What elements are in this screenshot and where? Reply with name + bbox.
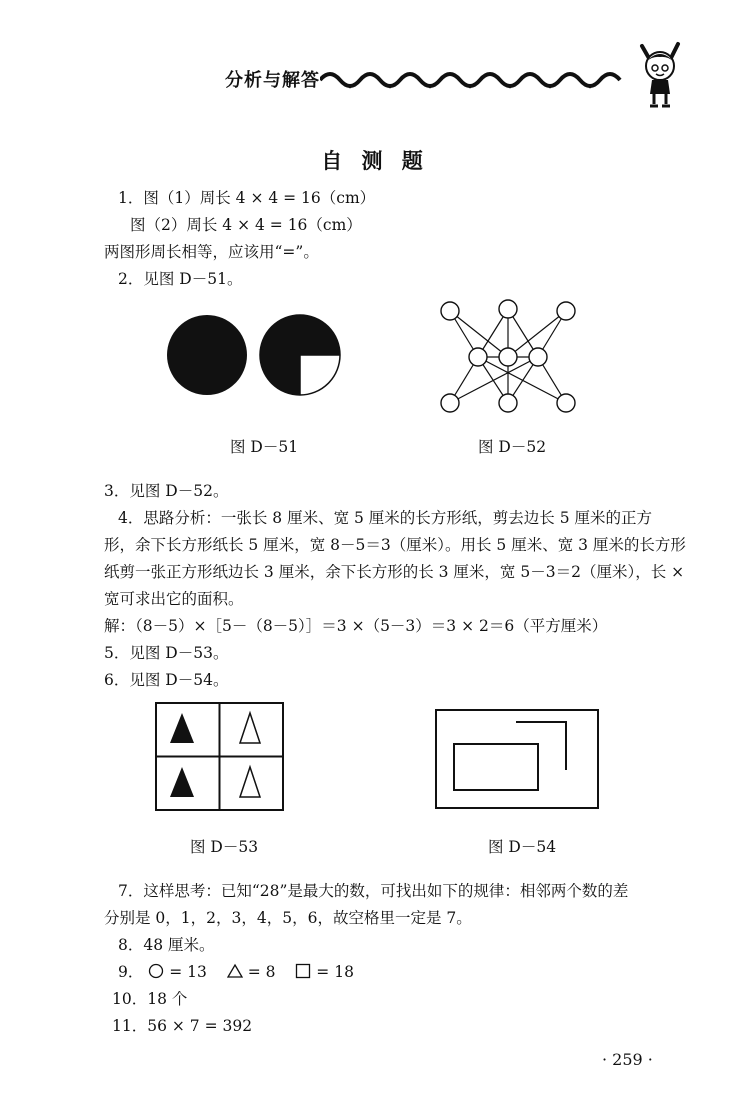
figure-d51: [165, 313, 345, 397]
answer-7-line-2: 分别是 0，1，2，3，4，5，6，故空格里一定是 7。: [104, 909, 472, 927]
caption-d53: 图 D－53: [190, 838, 259, 856]
answer-4-line-3: 纸剪一张正方形纸边长 3 厘米，余下长方形的长 3 厘米，宽 5－3＝2（厘米），长 ×: [104, 563, 685, 581]
outline-triangle-icon: [240, 767, 260, 797]
filled-triangle-icon: [170, 767, 194, 797]
caption-d51: 图 D－51: [230, 438, 299, 456]
page-number: · 259 ·: [602, 1050, 653, 1069]
answer-4-line-1: 4．思路分析：一张长 8 厘米、宽 5 厘米的长方形纸，剪去边长 5 厘米的正方: [118, 509, 653, 527]
answer-1-line-3: 两图形周长相等，应该用“=”。: [104, 243, 319, 261]
figure-d52: [430, 295, 590, 420]
wavy-decoration: [320, 62, 630, 92]
answer-1-line-2: 图（2）周长 4 × 4 = 16（cm）: [130, 216, 362, 234]
circle-value: = 13: [169, 963, 207, 981]
figure-d54: [434, 708, 602, 812]
answer-9-prefix: 9．: [118, 963, 144, 981]
filled-triangle-icon: [170, 713, 194, 743]
page-title: 自 测 题: [321, 149, 429, 173]
answer-10: 10．18 个: [112, 990, 188, 1008]
square-icon: [295, 963, 311, 979]
answer-7-line-1: 7．这样思考：已知“28”是最大的数，可找出如下的规律：相邻两个数的差: [118, 882, 629, 900]
square-value: = 18: [316, 963, 354, 981]
answer-11: 11．56 × 7 = 392: [112, 1017, 253, 1035]
answer-4-line-2: 形，余下长方形纸长 5 厘米，宽 8－5＝3（厘米）。用长 5 厘米、宽 3 厘米的长方形: [104, 536, 686, 554]
answer-3: 3．见图 D－52。: [104, 482, 229, 500]
triangle-icon: [227, 963, 243, 979]
answer-8: 8．48 厘米。: [118, 936, 215, 954]
outline-triangle-icon: [240, 713, 260, 743]
cartoon-girl-icon: [630, 38, 690, 110]
caption-d54: 图 D－54: [488, 838, 557, 856]
answer-1-line-1: 1．图（1）周长 4 × 4 = 16（cm）: [118, 189, 376, 207]
caption-d52: 图 D－52: [478, 438, 547, 456]
figure-d53: [154, 701, 286, 813]
answer-4-line-4: 宽可求出它的面积。: [104, 590, 244, 608]
answer-4-solution: 解：（8－5）×［5－（8－5）］＝3 ×（5－3）＝3 × 2＝6（平方厘米）: [104, 617, 608, 635]
triangle-value: = 8: [247, 963, 276, 981]
header-title: 分析与解答: [225, 70, 320, 91]
answer-9: [118, 961, 354, 983]
black-circle-icon: [167, 315, 247, 395]
answer-5: 5．见图 D－53。: [104, 644, 229, 662]
answer-6: 6．见图 D－54。: [104, 671, 229, 689]
circle-icon: [148, 963, 164, 979]
answer-2: 2．见图 D－51。: [118, 270, 243, 288]
